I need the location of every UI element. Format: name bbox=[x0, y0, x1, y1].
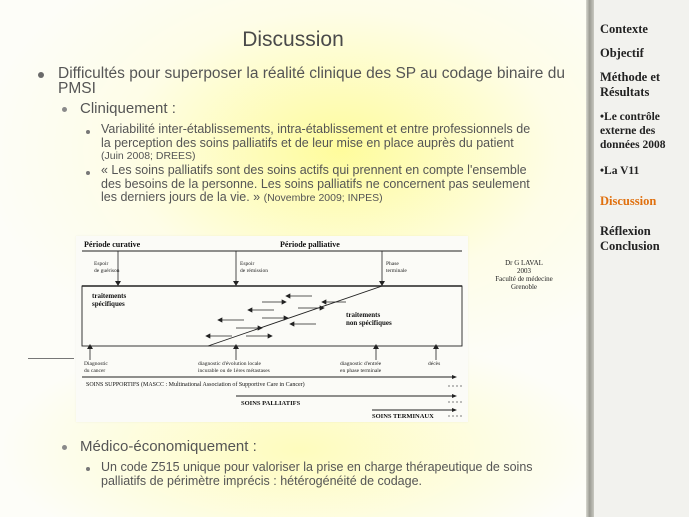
label-periode-palliative: Période palliative bbox=[280, 240, 340, 249]
nav-methode-resultats[interactable]: Méthode et Résultats bbox=[600, 70, 661, 99]
label-traitements-specifiques-2: spécifiques bbox=[92, 300, 125, 308]
diagram-svg bbox=[76, 236, 468, 422]
label-soins-supportifs: SOINS SUPPORTIFS (MASCC : Multinational Association of Supportive Care in Cancer) bbox=[86, 382, 305, 388]
label-diag-entree-2: en phase terminale bbox=[340, 368, 382, 374]
label-espoir-remission-1: Espoir bbox=[240, 261, 255, 267]
bullet-cliniquement: Cliniquement : bbox=[80, 100, 176, 117]
label-espoir-remission-2: de rémission bbox=[240, 268, 268, 274]
nav-objectif[interactable]: Objectif bbox=[600, 46, 644, 60]
bullet-dot bbox=[62, 445, 67, 450]
label-diag-evolution-2: incurable ou de 1ères métastases bbox=[198, 368, 270, 374]
source-drees: (Juin 2008; DREES) bbox=[101, 150, 196, 162]
label-espoir-guerison-2: de guérison bbox=[94, 268, 120, 274]
label-traitements-specifiques-1: traitements bbox=[92, 292, 127, 300]
bullet-difficultes: Difficultés pour superposer la réalité clinique des SP au codage binaire du PMSI bbox=[58, 65, 565, 97]
bullet-dot bbox=[86, 171, 90, 175]
nav-reflexion-conclusion[interactable]: Réflexion Conclusion bbox=[600, 224, 660, 253]
label-diag-evolution-1: diagnostic d'évolution locale bbox=[198, 361, 262, 367]
label-diag-cancer-2: du cancer bbox=[84, 368, 106, 374]
nav-v11[interactable]: •La V11 bbox=[600, 165, 640, 177]
figure-credit: Dr G LAVAL 2003 Faculté de médecine Grenoble bbox=[495, 259, 553, 291]
slide-title: Discussion bbox=[242, 28, 344, 51]
label-soins-palliatifs: SOINS PALLIATIFS bbox=[241, 400, 301, 407]
bullet-dot bbox=[38, 72, 44, 78]
label-traitements-non-specifiques-1: traitements bbox=[346, 311, 381, 319]
palliative-care-diagram bbox=[76, 236, 468, 422]
bullet-definition: « Les soins palliatifs sont des soins actifs qui prennent en compte l'ensemble des besoins de la personne. Les soins palliatifs ne concernent pas seulement les derniers jours de la vie. » (Novembre 2009; INPES) bbox=[101, 163, 530, 204]
label-diag-entree-1: diagnostic d'entrée bbox=[340, 361, 382, 367]
source-inpes: (Novembre 2009; INPES) bbox=[263, 192, 383, 204]
label-deces: décès bbox=[428, 361, 441, 367]
label-periode-curative: Période curative bbox=[84, 240, 141, 249]
bullet-dot bbox=[62, 107, 67, 112]
nav-discussion[interactable]: Discussion bbox=[600, 194, 657, 208]
label-soins-terminaux: SOINS TERMINAUX bbox=[372, 413, 434, 420]
label-espoir-guerison-1: Espoir bbox=[94, 261, 109, 267]
sidebar-divider bbox=[586, 0, 594, 517]
bullet-medico: Médico-économiquement : bbox=[80, 438, 257, 455]
bullet-variabilite: Variabilité inter-établissements, intra-établissement et entre professionnels de la perception des soins palliatifs et de leur mise en place auprès du patient (Juin 2008; DREES) bbox=[101, 123, 565, 164]
interaction-arrows bbox=[206, 294, 346, 338]
label-phase-terminale-1: Phase bbox=[386, 261, 399, 267]
nav-contexte[interactable]: Contexte bbox=[600, 22, 648, 36]
label-phase-terminale-2: terminale bbox=[386, 268, 407, 274]
nav-controle-externe[interactable]: •Le contrôle externe des données 2008 bbox=[600, 111, 666, 151]
label-traitements-non-specifiques-2: non spécifiques bbox=[346, 319, 392, 327]
bullet-dot bbox=[86, 467, 90, 471]
bullet-code-z515: Un code Z515 unique pour valoriser la prise en charge thérapeutique de soins palliatifs de périmètre imprécis : hétérogénéité de codage. bbox=[101, 460, 533, 488]
bullet-dot bbox=[86, 130, 90, 134]
separator-line bbox=[28, 358, 74, 359]
label-diag-cancer-1: Diagnostic bbox=[84, 361, 108, 367]
